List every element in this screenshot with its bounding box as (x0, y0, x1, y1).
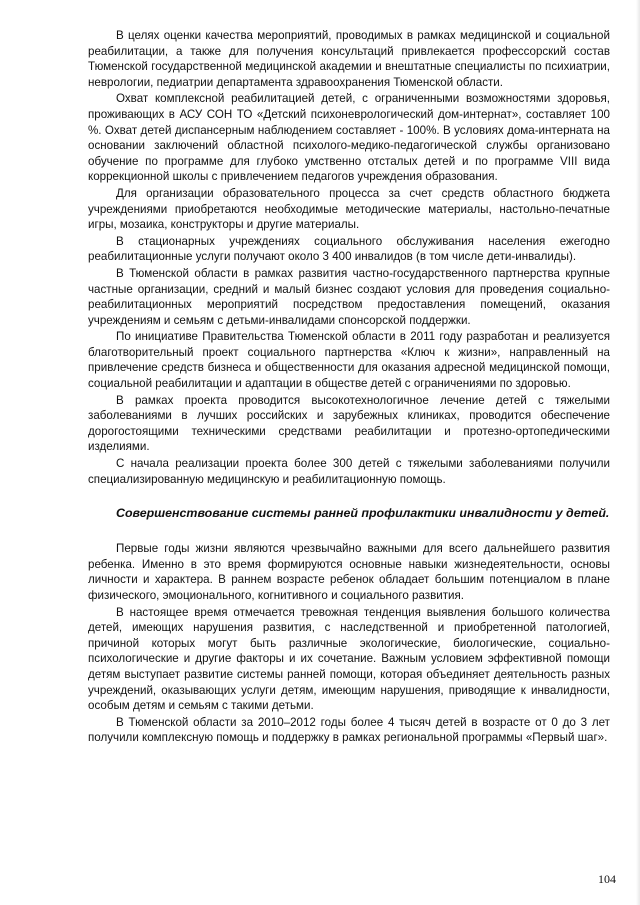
paragraph-3: Для организации образовательного процесса за счет средств областного бюджета учреждениями приобретаются необходимые методические материалы, настольно-печатные игры, мозаика, конструкторы и другие материалы. (88, 186, 610, 232)
paragraph-11: В Тюменской области за 2010–2012 годы более 4 тысяч детей в возрасте от 0 до 3 лет получили комплексную помощь и поддержку в рамках региональной программы «Первый шаг». (88, 715, 610, 745)
paragraph-5: В Тюменской области в рамках развития частно-государственного партнерства крупные частные организации, средний и малый бизнес создают условия для проведения социально-реабилитационных мероприятий посредством предоставления помещений, оказания учреждениям и семьям с детьми-инвалидами спонсорской поддержки. (88, 266, 610, 327)
paragraph-6: По инициативе Правительства Тюменской области в 2011 году разработан и реализуется благотворительный проект социального партнерства «Ключ к жизни», направленный на привлечение средств бизнеса и общественности для оказания адресной медицинской помощи, социальной реабилитации и адаптации в обществе детей с ограничениями по здоровью. (88, 330, 610, 391)
section-heading: Совершенствование системы ранней профилактики инвалидности у детей. (116, 506, 610, 521)
paragraph-4: В стационарных учреждениях социального обслуживания населения ежегодно реабилитационные услуги получают около 3 400 инвалидов (в том числе дети-инвалиды). (88, 234, 610, 264)
paragraph-10: В настоящее время отмечается тревожная тенденция выявления большого количества детей, имеющих нарушения развития, с наследственной и приобретенной патологией, причиной которых могут быть различные экологические, биологические, социально-психологические и другие факторы и их сочетание. Важным условием эффективной помощи детям выступает развитие системы ранней помощи, которая объединяет деятельность разных учреждений, оказывающих услуги детям, имеющим нарушения, приводящие к инвалидности, особым детям и семьям с такими детьми. (88, 605, 610, 713)
paragraph-7: В рамках проекта проводится высокотехнологичное лечение детей с тяжелыми заболеваниями в лучших российских и зарубежных клиниках, проводится обеспечение дорогостоящими техническими средствами реабилитации и протезно-ортопедическими изделиями. (88, 393, 610, 454)
body-text (88, 28, 610, 746)
paragraph-1: В целях оценки качества мероприятий, проводимых в рамках медицинской и социальной реабилитации, а также для получения консультаций привлекается профессорский состав Тюменской государственной медицинской академии и внештатные специалисты по психиатрии, неврологии, педиатрии департамента здравоохранения Тюменской области. (88, 29, 610, 89)
scan-edge-shadow (636, 0, 640, 905)
paragraph-2: Охват комплексной реабилитацией детей, с ограниченными возможностями здоровья, проживающих в АСУ СОН ТО «Детский психоневрологический дом-интернат», составляет 100 %. Охват детей диспансерным наблюдением составляет - 100%. В условиях дома-интерната на основании заключений областной психолого-медико-педагогической службы организовано обучение по программе для глубоко умственно отсталых детей и по программе VIII вида коррекционной школы с привлечением педагогов учреждения образования. (88, 92, 610, 184)
page-number: 104 (598, 872, 616, 886)
paragraph-9: Первые годы жизни являются чрезвычайно важными для всего дальнейшего развития ребенка. Именно в это время формируются основные навыки жизнедеятельности, основы личности и характера. В раннем возрасте ребенок обладает большим потенциалом в плане физического, эмоционального, когнитивного и социального развития. (88, 542, 610, 602)
paragraph-8: С начала реализации проекта более 300 детей с тяжелыми заболеваниями получили специализированную медицинскую и реабилитационную помощь. (88, 457, 610, 486)
